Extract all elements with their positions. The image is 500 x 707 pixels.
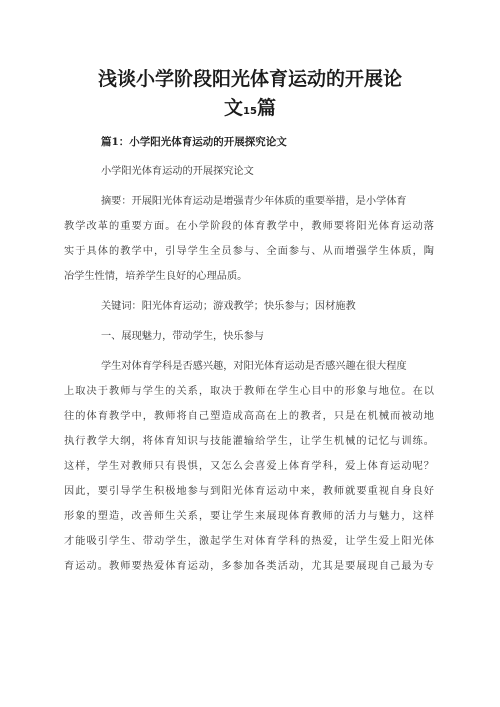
document-title: 浅谈小学阶段阳光体育运动的开展论: [97, 68, 402, 90]
body-line: 因此，要引导学生积极地参与到阳光体育运动中来，教师就要重视自身良好: [64, 486, 434, 497]
title-text: 文: [224, 97, 244, 119]
abstract-line: 冶学生性情，培养学生良好的心理品质。: [64, 271, 248, 282]
title-count: 15: [243, 106, 257, 117]
body-line: 往的体育教学中，教师将自己塑造成高高在上的教者，只是在机械而被动地: [64, 411, 434, 422]
title-suffix: 篇: [256, 97, 276, 119]
document-title-line2: [0, 93, 500, 120]
body-line: 执行教学大纲，将体育知识与技能灌输给学生，让学生机械的记忆与训练。: [64, 436, 434, 447]
section-heading: 篇1：小学阳光体育运动的开展探究论文: [101, 136, 287, 148]
abstract-line: 教学改革的重要方面。在小学阶段的体育教学中，教师要将阳光体育运动落: [64, 221, 434, 232]
body-line: 上取决于教师与学生的关系，取决于教师在学生心目中的形象与地位。在以: [64, 386, 434, 397]
subheading: 一、展现魅力，带动学生，快乐参与: [101, 331, 264, 342]
body-line: 学生对体育学科是否感兴趣，对阳光体育运动是否感兴趣在很大程度: [101, 361, 407, 372]
abstract-line: 摘要：开展阳光体育运动是增强青少年体质的重要举措，是小学体育: [101, 196, 407, 207]
body-line: 才能吸引学生、带动学生，激起学生对体育学科的热爱，让学生爱上阳光体: [64, 536, 434, 547]
abstract-line: 实于具体的教学中，引导学生全员参与、全面参与、从而增强学生体质，陶: [64, 246, 434, 257]
body-line: 这样，学生对教师只有畏惧，又怎么会喜爱上体育学科，爱上体育运动呢？: [64, 461, 434, 472]
body-line: 育运动。教师要热爱体育运动，多参加各类活动，尤其是要展现自己最为专: [64, 561, 434, 572]
paper-title-line: 小学阳光体育运动的开展探究论文: [101, 166, 254, 177]
keywords-line: 关键词：阳光体育运动；游戏教学；快乐参与；因材施教: [101, 301, 356, 312]
body-line: 形象的塑造，改善师生关系，要让学生来展现体育教师的活力与魅力，这样: [64, 511, 434, 522]
